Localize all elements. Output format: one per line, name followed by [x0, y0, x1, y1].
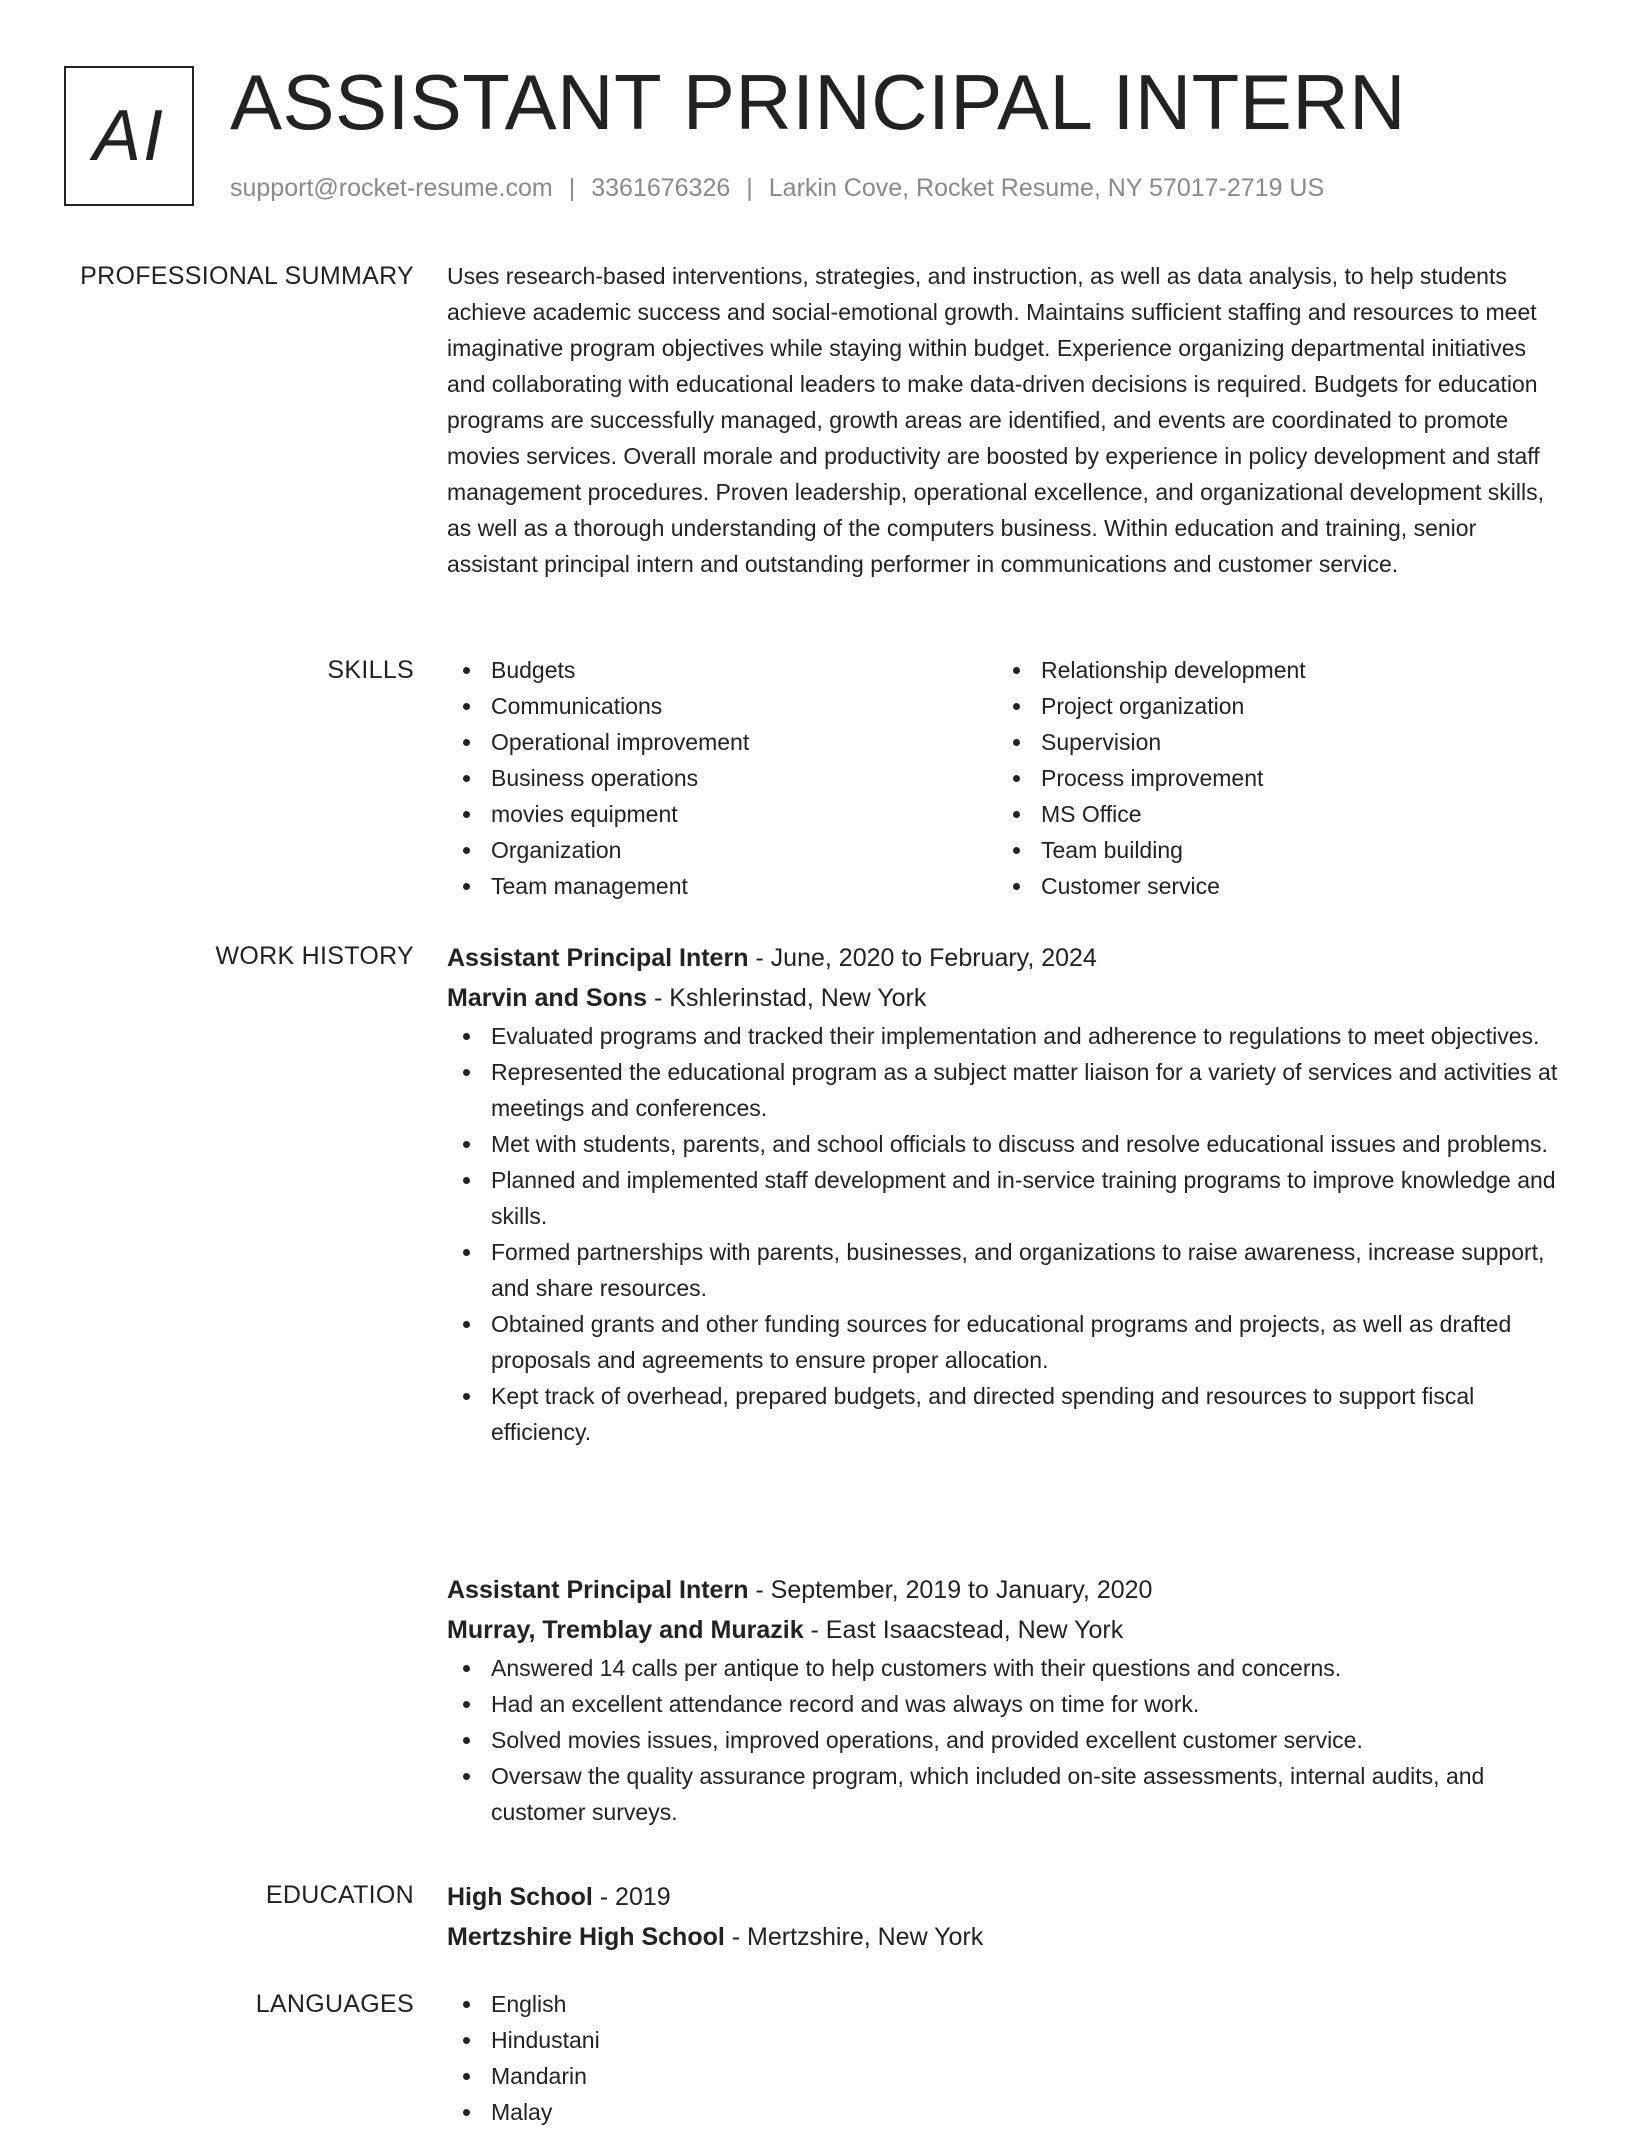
- summary-body: [447, 258, 1565, 582]
- contact-separator: |: [568, 174, 576, 202]
- section-title-summary: PROFESSIONAL SUMMARY: [80, 262, 414, 290]
- job-entry: [447, 938, 1565, 1450]
- skill-item: Business operations: [491, 760, 997, 796]
- skills-column-left: [447, 652, 997, 904]
- candidate-name: ASSISTANT PRINCIPAL INTERN: [230, 58, 1406, 146]
- job-bullet: Oversaw the quality assurance program, which included on-site assessments, internal audits, and customer surveys.: [491, 1758, 1565, 1830]
- skills-column-right: [997, 652, 1547, 904]
- languages-list: [447, 1986, 1565, 2130]
- language-item: English: [491, 1986, 1565, 2022]
- job-bullet: Evaluated programs and tracked their implementation and adherence to regulations to meet objectives.: [491, 1018, 1565, 1054]
- skill-item: Communications: [491, 688, 997, 724]
- job-company: Murray, Tremblay and Murazik: [447, 1616, 804, 1644]
- skill-item: movies equipment: [491, 796, 997, 832]
- section-title-work-history: WORK HISTORY: [215, 942, 414, 970]
- job-role: Assistant Principal Intern: [447, 944, 749, 972]
- section-title-skills: SKILLS: [327, 656, 414, 684]
- job-title-line: [447, 938, 1565, 978]
- job-bullet: Represented the educational program as a subject matter liaison for a variety of services and activities at meetings and conferences.: [491, 1054, 1565, 1126]
- skill-item: Operational improvement: [491, 724, 997, 760]
- job-dates: - September, 2019 to January, 2020: [748, 1576, 1153, 1604]
- job-bullet: Planned and implemented staff development and in-service training programs to improve knowledge and skills.: [491, 1162, 1565, 1234]
- education-degree: High School: [447, 1883, 593, 1911]
- languages-body: [447, 1986, 1565, 2130]
- job-bullets: [447, 1018, 1565, 1450]
- job-company-line: [447, 1610, 1565, 1650]
- skills-grid: [447, 652, 1565, 904]
- skills-list-left: [447, 652, 997, 904]
- job-bullets: [447, 1650, 1565, 1830]
- job-company-line: [447, 978, 1565, 1018]
- email-link[interactable]: support@rocket-resume.com: [230, 174, 553, 202]
- skill-item: Team management: [491, 868, 997, 904]
- job-dates: - June, 2020 to February, 2024: [748, 944, 1097, 972]
- education-location: - Mertzshire, New York: [724, 1923, 984, 1951]
- skill-item: Organization: [491, 832, 997, 868]
- skill-item: Process improvement: [1041, 760, 1547, 796]
- skills-body: [447, 652, 1565, 904]
- job-bullet: Met with students, parents, and school officials to discuss and resolve educational issues and problems.: [491, 1126, 1565, 1162]
- monogram-badge: AI: [64, 66, 194, 206]
- job-bullet: Solved movies issues, improved operations, and provided excellent customer service.: [491, 1722, 1565, 1758]
- job-bullet: Kept track of overhead, prepared budgets, and directed spending and resources to support fiscal efficiency.: [491, 1378, 1565, 1450]
- section-title-languages: LANGUAGES: [255, 1990, 414, 2018]
- education-school-line: [447, 1917, 1565, 1957]
- job-bullet: Answered 14 calls per antique to help customers with their questions and concerns.: [491, 1650, 1565, 1686]
- job-company: Marvin and Sons: [447, 984, 648, 1012]
- skill-item: Relationship development: [1041, 652, 1547, 688]
- summary-text: Uses research-based interventions, strategies, and instruction, as well as data analysis, to help students achieve academic success and social-emotional growth. Maintains sufficient staffing and resources to meet imaginative program objectives while staying within budget. Experience organizing departmental initiatives and collaborating with educational leaders to make data-driven decisions is required. Budgets for education programs are successfully managed, growth areas are identified, and events are coordinated to promote movies services. Overall morale and productivity are boosted by experience in policy development and staff management procedures. Proven leadership, operational excellence, and organizational development skills, as well as a thorough understanding of the computers business. Within education and training, senior assistant principal intern and outstanding performer in communications and customer service.: [447, 263, 1544, 577]
- education-degree-line: [447, 1877, 1565, 1917]
- contact-line: [230, 174, 1324, 203]
- education-year: - 2019: [592, 1883, 671, 1911]
- phone-number[interactable]: 3361676326: [591, 174, 731, 202]
- job-bullet: Obtained grants and other funding sources for educational programs and projects, as well as drafted proposals and agreements to ensure proper allocation.: [491, 1306, 1565, 1378]
- job-bullet: Formed partnerships with parents, businesses, and organizations to raise awareness, increase support, and share resources.: [491, 1234, 1565, 1306]
- skill-item: Budgets: [491, 652, 997, 688]
- section-title-education: EDUCATION: [265, 1881, 414, 1909]
- skill-item: Supervision: [1041, 724, 1547, 760]
- contact-separator: |: [746, 174, 753, 202]
- job-title-line: [447, 1570, 1565, 1610]
- skill-item: Team building: [1041, 832, 1547, 868]
- skill-item: Project organization: [1041, 688, 1547, 724]
- skill-item: Customer service: [1041, 868, 1547, 904]
- job-entry: [447, 1570, 1565, 1830]
- job-bullet: Had an excellent attendance record and was always on time for work.: [491, 1686, 1565, 1722]
- job-location: - Kshlerinstad, New York: [647, 984, 927, 1012]
- job-role: Assistant Principal Intern: [447, 1576, 749, 1604]
- address: Larkin Cove, Rocket Resume, NY 57017-2719 US: [768, 174, 1325, 202]
- language-item: Malay: [491, 2094, 1565, 2130]
- skills-list-right: [997, 652, 1547, 904]
- job-location: - East Isaacstead, New York: [803, 1616, 1124, 1644]
- language-item: Mandarin: [491, 2058, 1565, 2094]
- education-school: Mertzshire High School: [447, 1923, 725, 1951]
- language-item: Hindustani: [491, 2022, 1565, 2058]
- skill-item: MS Office: [1041, 796, 1547, 832]
- education-entry: [447, 1877, 1565, 1957]
